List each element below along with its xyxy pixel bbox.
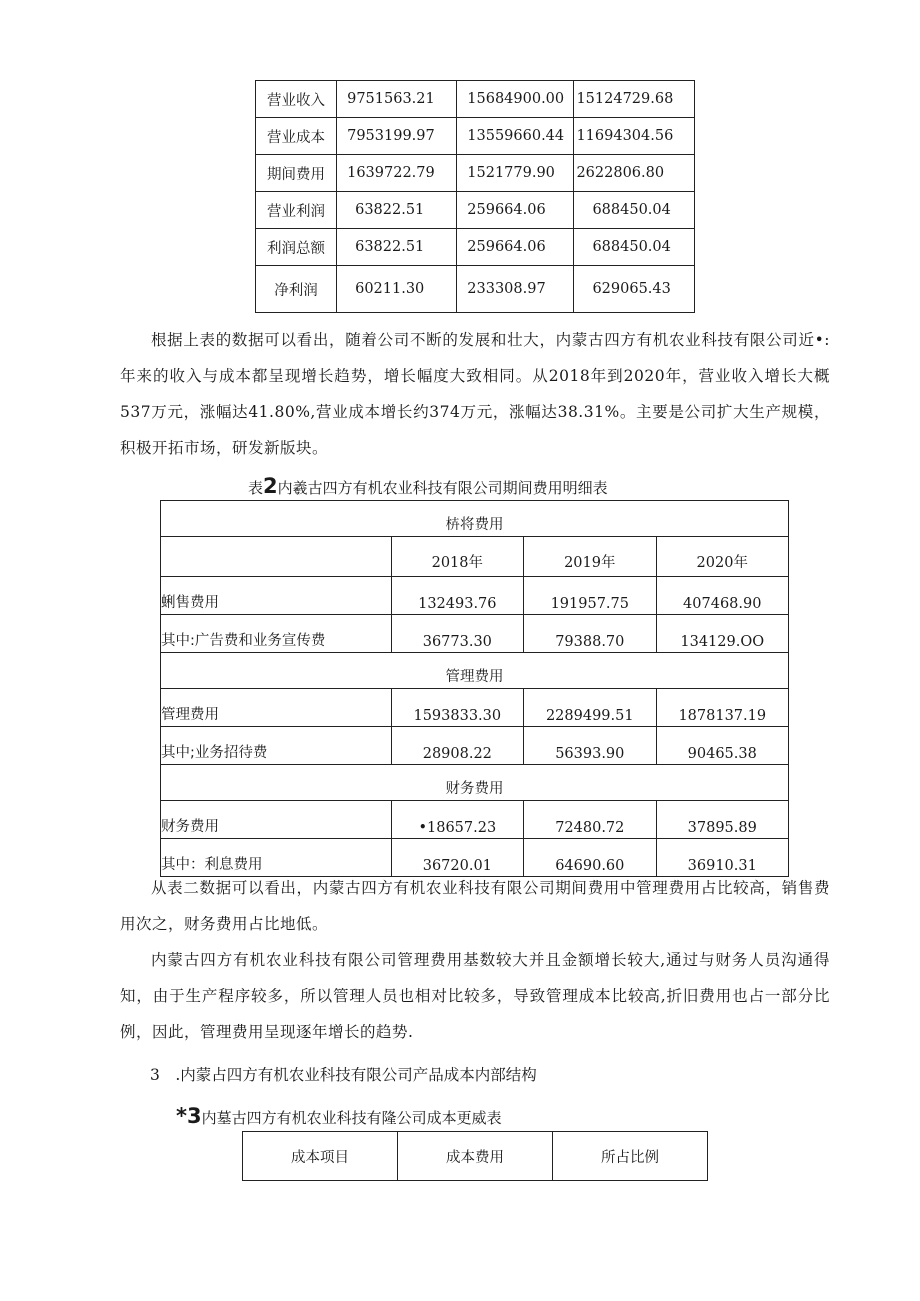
caption-prefix: * [176, 1104, 187, 1128]
table-row [161, 801, 789, 839]
section-title: 枿将费用 [161, 501, 789, 537]
cell-2018: 1639722.79 [337, 155, 457, 192]
year-header: 2019年 [524, 537, 656, 577]
cost-structure-table [242, 1131, 708, 1181]
cell-2019: 79388.70 [524, 615, 656, 653]
section-row [161, 765, 789, 801]
cell-2018: 63822.51 [337, 229, 457, 266]
row-label: 其中;业务招待费 [161, 727, 392, 765]
header-row [243, 1132, 708, 1181]
table-row [161, 689, 789, 727]
row-label: 蜊售费用 [161, 577, 392, 615]
cell-2018: 28908.22 [391, 727, 523, 765]
table-row [256, 229, 695, 266]
cell-2020: 2622806.80 [574, 155, 695, 192]
cell-2018: 132493.76 [391, 577, 523, 615]
cell-2020: 36910.31 [656, 839, 788, 877]
cell-2018: 63822.51 [337, 192, 457, 229]
row-label: 利润总额 [256, 229, 337, 266]
table-row [256, 192, 695, 229]
cell-2018: 36720.01 [391, 839, 523, 877]
caption-number: 2 [263, 474, 278, 498]
section-row [161, 653, 789, 689]
caption-prefix: 表 [248, 479, 264, 497]
row-label: 其中：利息费用 [161, 839, 392, 877]
cell-2019: 15684900.00 [457, 81, 574, 118]
cell-2020: 407468.90 [656, 577, 788, 615]
column-header: 成本项目 [243, 1132, 398, 1181]
caption-text: 内羲古四方有机农业科技有限公司期间费用明细表 [277, 479, 608, 497]
row-label: 营业成本 [256, 118, 337, 155]
column-header: 所占比例 [553, 1132, 708, 1181]
section-row [161, 501, 789, 537]
cell-2018: 36773.30 [391, 615, 523, 653]
cell-2019: 72480.72 [524, 801, 656, 839]
row-label: 净利润 [256, 266, 337, 313]
row-label: 期间费用 [256, 155, 337, 192]
cell-2018: 9751563.21 [337, 81, 457, 118]
caption-text: 内墓古四方有机农业科技有隆公司成本更威表 [201, 1109, 502, 1127]
cell-2019: 259664.06 [457, 229, 574, 266]
paragraph-analysis-2: 从表二数据可以看出，内蒙古四方有机农业科技有限公司期间费用中管理费用占比较高，销售费用次之，财务费用占比地低。 [120, 879, 830, 933]
cell-2018: •18657.23 [391, 801, 523, 839]
section-title: 财务费用 [161, 765, 789, 801]
cell-2019: 2289499.51 [524, 689, 656, 727]
table2-caption [248, 474, 608, 498]
cell-2020: 134129.OO [656, 615, 788, 653]
cell-2020: 15124729.68 [574, 81, 695, 118]
table-row [161, 615, 789, 653]
section-title: 管理费用 [161, 653, 789, 689]
cell-2019: 1521779.90 [457, 155, 574, 192]
cell-2019: 56393.90 [524, 727, 656, 765]
paragraph-analysis-3: 内蒙古四方有机农业科技有限公司管理费用基数较大并且金额增长较大,通过与财务人员沟通得知，由于生产程序较多，所以管理人员也相对比较多，导致管理成本比较高,折旧费用也占一部分比例，因此，管理费用呈现逐年增长的趋势. [120, 951, 830, 1041]
empty-cell [161, 537, 392, 577]
cell-2020: 1878137.19 [656, 689, 788, 727]
cell-2018: 7953199.97 [337, 118, 457, 155]
table3-caption [176, 1104, 502, 1128]
caption-number: 3 [186, 1104, 202, 1128]
row-label: 其中:广告费和业务宣传费 [161, 615, 392, 653]
row-label: 营业收入 [256, 81, 337, 118]
cell-2019: 259664.06 [457, 192, 574, 229]
table-row [256, 81, 695, 118]
cell-2019: 191957.75 [524, 577, 656, 615]
year-header-row [161, 537, 789, 577]
row-label: 营业利润 [256, 192, 337, 229]
column-header: 成本费用 [398, 1132, 553, 1181]
cell-2018: 1593833.30 [391, 689, 523, 727]
cell-2019: 64690.60 [524, 839, 656, 877]
period-expense-table [160, 500, 789, 877]
table-row [161, 727, 789, 765]
cell-2020: 90465.38 [656, 727, 788, 765]
paragraph-analysis-1: 根据上表的数据可以看出，随着公司不断的发展和壮大，内蒙古四方有机农业科技有限公司近•:年来的收入与成本都呈现增长趋势，增长幅度大致相同。从2018年到2020年，营业收入增长大概537万元，涨幅达41.80%,营业成本增长约374万元，涨幅达38.31%。主要是公司扩大生产规模，积极开拓市场，研发新版块。 [120, 331, 830, 457]
year-header: 2018年 [391, 537, 523, 577]
row-label: 财务费用 [161, 801, 392, 839]
cell-2020: 688450.04 [574, 192, 695, 229]
cell-2020: 11694304.56 [574, 118, 695, 155]
table-row [256, 118, 695, 155]
cell-2018: 60211.30 [337, 266, 457, 313]
income-table [255, 80, 695, 313]
table-row [256, 266, 695, 313]
row-label: 管理费用 [161, 689, 392, 727]
section-heading-3: 3 .内蒙占四方有机农业科技有限公司产品成本内部结构 [150, 1066, 537, 1084]
cell-2020: 37895.89 [656, 801, 788, 839]
cell-2019: 233308.97 [457, 266, 574, 313]
cell-2020: 688450.04 [574, 229, 695, 266]
cell-2020: 629065.43 [574, 266, 695, 313]
table-row [256, 155, 695, 192]
table-row [161, 577, 789, 615]
cell-2019: 13559660.44 [457, 118, 574, 155]
year-header: 2020年 [656, 537, 788, 577]
